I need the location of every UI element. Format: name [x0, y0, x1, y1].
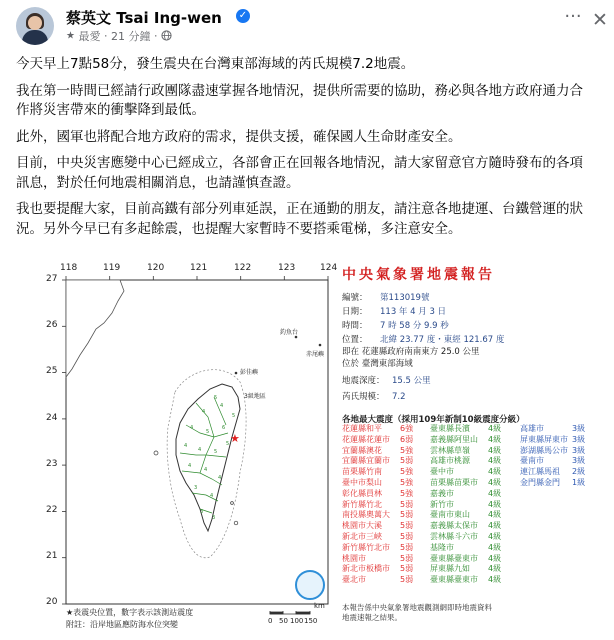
- intensity-row: [430, 575, 501, 586]
- intensity-level: 5強: [400, 488, 414, 498]
- intensity-row: [342, 500, 413, 511]
- favorite-label: 最愛: [78, 30, 101, 43]
- svg-text:5: 5: [214, 449, 218, 455]
- verified-badge-icon: ✓: [236, 9, 250, 23]
- intensity-level: 5弱: [400, 510, 414, 520]
- intensity-level: 6弱: [400, 434, 414, 444]
- lon-label-118: 118: [60, 263, 78, 273]
- intensity-location: 金門縣金門: [520, 477, 560, 487]
- intensity-level: 4級: [488, 424, 502, 433]
- intensity-level: 4級: [488, 445, 502, 455]
- svg-text:4: 4: [198, 447, 202, 453]
- svg-text:3: 3: [194, 485, 198, 491]
- report-footer: [342, 603, 542, 623]
- intensity-row: [342, 554, 413, 565]
- island-diaoyu-marker: [295, 336, 298, 339]
- svg-text:4: 4: [210, 493, 214, 499]
- intensity-level: 4級: [488, 499, 502, 509]
- epicenter-star-icon: ★: [230, 432, 240, 445]
- intensity-level: 5弱: [400, 553, 414, 563]
- intensity-location: 雲林縣斗六市: [430, 531, 478, 541]
- intensity-row: [430, 456, 501, 467]
- intensity-row: [342, 564, 413, 575]
- intensity-level: 4級: [488, 521, 502, 531]
- separator-dot: ·: [153, 29, 158, 43]
- intensity-row: [342, 467, 413, 478]
- post-paragraph-4: 目前，中央災害應變中心已經成立，各部會正在回報各地情況，請大家留意官方隨時發布的各項訊息，對於任何地震相關消息，也請謹慎查證。: [16, 155, 583, 191]
- intensity-location: 新竹縣竹北: [342, 499, 382, 509]
- intensity-row: [430, 489, 501, 500]
- svg-text:3: 3: [212, 515, 216, 521]
- intensity-location: 嘉義縣阿里山: [430, 434, 478, 444]
- intensity-level: 4級: [488, 564, 502, 574]
- intensity-row: [342, 521, 413, 532]
- intensity-location: 新竹市: [430, 499, 454, 509]
- svg-text:3: 3: [200, 509, 204, 515]
- intensity-location: 屏東縣屏東市: [520, 434, 568, 444]
- info-time: 時間： 7 時 58 分 9.9 秒: [342, 321, 449, 331]
- intensity-level: 4級: [488, 510, 502, 520]
- intensity-column-1: [342, 424, 413, 586]
- intensity-location: 雲林縣草嶺: [430, 445, 470, 455]
- intensity-level: 5弱: [400, 564, 414, 574]
- intensity-level: 4級: [488, 477, 502, 487]
- scale-tick-0: 0: [268, 617, 273, 625]
- intensity-row: [430, 543, 501, 554]
- island-label-chiwei: 赤尾嶼: [306, 351, 325, 358]
- intensity-row: [520, 424, 585, 435]
- island-label-pengjia: 彭佳嶼: [240, 369, 259, 376]
- svg-text:5: 5: [232, 413, 236, 419]
- favorite-star-icon: ★: [66, 30, 75, 42]
- intensity-column-3: [520, 424, 585, 489]
- intensity-location: 花蓮縣花蓮市: [342, 434, 390, 444]
- intensity-location: 屏東縣九如: [430, 564, 470, 574]
- intensity-level: 6強: [400, 424, 414, 433]
- intensity-level: 5弱: [400, 456, 414, 466]
- intensity-level: 4級: [488, 575, 502, 585]
- intensity-row: [430, 521, 501, 532]
- more-options-icon[interactable]: ···: [564, 6, 582, 27]
- svg-text:4: 4: [184, 443, 188, 449]
- post-paragraph-3: 此外，國軍也將配合地方政府的需求，提供支援，確保國人生命財產安全。: [16, 128, 462, 145]
- close-icon[interactable]: ✕: [592, 9, 608, 31]
- intensity-location: 新北市三峽: [342, 531, 382, 541]
- intensity-row: [342, 543, 413, 554]
- earthquake-map: [0, 257, 340, 640]
- svg-text:6: 6: [222, 425, 226, 431]
- scale-tick-150: 150: [304, 617, 318, 625]
- intensity-row: [430, 435, 501, 446]
- lat-label-25: 25: [46, 366, 58, 376]
- intensity-location: 臺北市: [342, 575, 366, 585]
- intensity-row: [342, 510, 413, 521]
- intensity-location: 臺南市東山: [430, 510, 470, 520]
- report-footer-line2: 地震速報之結果。: [342, 613, 402, 622]
- lon-label-122: 122: [234, 263, 252, 273]
- globe-icon: [161, 30, 172, 43]
- intensity-row: [342, 575, 413, 586]
- intensity-level: 3級: [572, 456, 586, 466]
- intensity-row: [520, 435, 585, 446]
- intensity-row: [520, 478, 585, 489]
- post-paragraph-2: 我在第一時間已經請行政團隊盡速掌握各地情況，提供所需要的協助，務必與各地方政府通力合作將災害帶來的衝擊降到最低。: [16, 82, 583, 118]
- info-region: 位於 臺灣東部海域: [342, 359, 413, 369]
- svg-text:4: 4: [218, 475, 222, 481]
- svg-text:4: 4: [188, 463, 192, 469]
- intensity-location: 臺中市: [430, 467, 454, 477]
- intensity-level: 5弱: [400, 542, 414, 552]
- lat-label-26: 26: [46, 320, 58, 330]
- intensity-level: 5弱: [400, 575, 414, 585]
- island-pengjia-marker: [235, 372, 238, 375]
- intensity-header: 各地最大震度（採用109年新制10級震度分級）: [342, 415, 525, 425]
- report-footer-line1: 本報告係中央氣象署地震觀測網即時地震資料: [342, 603, 492, 612]
- intensity-row: [520, 446, 585, 457]
- lon-label-124: 124: [320, 263, 338, 273]
- intensity-level: 5弱: [400, 499, 414, 509]
- intensity-location: 新竹縣竹北市: [342, 542, 390, 552]
- lat-label-23: 23: [46, 459, 58, 469]
- post-header: [0, 0, 614, 56]
- svg-text:5: 5: [214, 395, 218, 401]
- intensity-row: [342, 489, 413, 500]
- intensity-level: 5強: [400, 445, 414, 455]
- svg-text:4: 4: [220, 403, 224, 409]
- post-message: [16, 55, 596, 246]
- intensity-row: [430, 564, 501, 575]
- svg-text:5: 5: [206, 429, 210, 435]
- intensity-row: [430, 467, 501, 478]
- intensity-row: [430, 424, 501, 435]
- intensity-level: 5強: [400, 477, 414, 487]
- contour-label: 3級地區: [244, 393, 266, 400]
- intensity-column-2: [430, 424, 501, 586]
- intensity-location: 苗栗縣苗栗市: [430, 477, 478, 487]
- intensity-location: 嘉義縣太保市: [430, 521, 478, 531]
- intensity-level: 4級: [488, 488, 502, 498]
- info-depth: 地震深度： 15.5 公里: [342, 376, 431, 386]
- intensity-location: 澎湖縣馬公市: [520, 445, 568, 455]
- intensity-location: 嘉義市: [430, 488, 454, 498]
- post-paragraph-5: 我也要提醒大家，目前高鐵有部分列車延誤，正在通勤的朋友，請注意各地捷運、台鐵營運的狀況。另外今早已有多起餘震，也提醒大家暫時不要搭乘電梯，多注意安全。: [16, 201, 583, 237]
- svg-text:4: 4: [204, 467, 208, 473]
- info-location: 位置： 北緯 23.77 度・東經 121.67 度: [342, 335, 505, 345]
- lat-label-22: 22: [46, 505, 58, 515]
- scale-tick-50: 50: [279, 617, 288, 625]
- svg-text:4: 4: [190, 425, 194, 431]
- island-chiwei-marker: [319, 344, 322, 347]
- post-time[interactable]: 21 分鐘: [110, 30, 151, 43]
- intensity-location: 臺東縣長濱: [430, 424, 470, 433]
- intensity-location: 基隆市: [430, 542, 454, 552]
- intensity-row: [342, 456, 413, 467]
- island-label-diaoyu: 釣魚台: [280, 329, 299, 336]
- intensity-location: 苗栗縣竹南: [342, 467, 382, 477]
- scale-tick-100: 100: [290, 617, 304, 625]
- intensity-level: 4級: [488, 553, 502, 563]
- lat-label-21: 21: [46, 551, 58, 561]
- info-relative-location: 即在 花蓮縣政府南南東方 25.0 公里: [342, 347, 480, 357]
- intensity-level: 4級: [488, 456, 502, 466]
- author-name[interactable]: 蔡英文 Tsai Ing-wen: [66, 9, 222, 27]
- scale-unit: km: [314, 602, 325, 610]
- intensity-row: [430, 554, 501, 565]
- intensity-level: 5強: [400, 467, 414, 477]
- lon-label-123: 123: [278, 263, 296, 273]
- intensity-location: 宜蘭縣宜蘭市: [342, 456, 390, 466]
- lon-label-121: 121: [190, 263, 208, 273]
- legend-note: 附註：沿岸地區應防海水位突變: [66, 620, 178, 629]
- svg-text:5: 5: [226, 441, 230, 447]
- intensity-location: 新北市板橋市: [342, 564, 390, 574]
- intensity-row: [520, 456, 585, 467]
- intensity-location: 桃園市: [342, 553, 366, 563]
- intensity-row: [342, 478, 413, 489]
- lat-label-20: 20: [46, 597, 58, 607]
- post-meta: [66, 28, 172, 44]
- intensity-row: [430, 500, 501, 511]
- intensity-location: 桃園市大溪: [342, 521, 382, 531]
- intensity-location: 花蓮縣和平: [342, 424, 382, 433]
- intensity-level: 4級: [488, 467, 502, 477]
- intensity-row: [520, 467, 585, 478]
- info-date: 日期： 113 年 4 月 3 日: [342, 307, 447, 317]
- intensity-level: 5弱: [400, 531, 414, 541]
- intensity-location: 臺中市梨山: [342, 477, 382, 487]
- intensity-location: 臺東縣臺東市: [430, 553, 478, 563]
- intensity-level: 3級: [572, 434, 586, 444]
- lon-label-119: 119: [103, 263, 121, 273]
- intensity-level: 2級: [572, 467, 586, 477]
- intensity-row: [342, 424, 413, 435]
- intensity-level: 4級: [488, 434, 502, 444]
- intensity-row: [430, 510, 501, 521]
- intensity-level: 3級: [572, 424, 586, 433]
- intensity-location: 宜蘭縣澳花: [342, 445, 382, 455]
- post-paragraph-1: 今天早上7點58分，發生震央在台灣東部海域的芮氏規模7.2地震。: [16, 56, 415, 72]
- intensity-level: 4級: [488, 531, 502, 541]
- intensity-row: [342, 435, 413, 446]
- intensity-location: 臺南市: [520, 456, 544, 466]
- info-magnitude: 芮氏規模： 7.2: [342, 392, 406, 402]
- intensity-location: 彰化縣員林: [342, 488, 382, 498]
- avatar[interactable]: [16, 7, 54, 45]
- report-title: 中央氣象署地震報告: [342, 267, 495, 283]
- intensity-row: [430, 478, 501, 489]
- meta-separator: ·: [103, 29, 108, 43]
- legend-epicenter: ★表震央位置，數字表示該測站震度: [66, 608, 194, 617]
- intensity-level: 4級: [488, 542, 502, 552]
- svg-text:4: 4: [202, 409, 206, 415]
- intensity-level: 1級: [572, 477, 586, 487]
- intensity-location: 高雄市桃源: [430, 456, 470, 466]
- intensity-row: [430, 532, 501, 543]
- intensity-level: 3級: [572, 445, 586, 455]
- intensity-row: [342, 446, 413, 457]
- intensity-row: [342, 532, 413, 543]
- lat-label-24: 24: [46, 413, 58, 423]
- intensity-row: [430, 446, 501, 457]
- cwa-logo-icon: [295, 570, 325, 600]
- info-serial: 編號： 第113019號: [342, 293, 430, 303]
- earthquake-report-image[interactable]: [0, 257, 614, 640]
- intensity-location: 南投縣奧萬大: [342, 510, 390, 520]
- intensity-location: 連江縣馬祖: [520, 467, 560, 477]
- intensity-level: 5弱: [400, 521, 414, 531]
- intensity-location: 臺東縣臺東市: [430, 575, 478, 585]
- lat-label-27: 27: [46, 274, 58, 284]
- lon-label-120: 120: [147, 263, 165, 273]
- intensity-location: 高雄市: [520, 424, 544, 433]
